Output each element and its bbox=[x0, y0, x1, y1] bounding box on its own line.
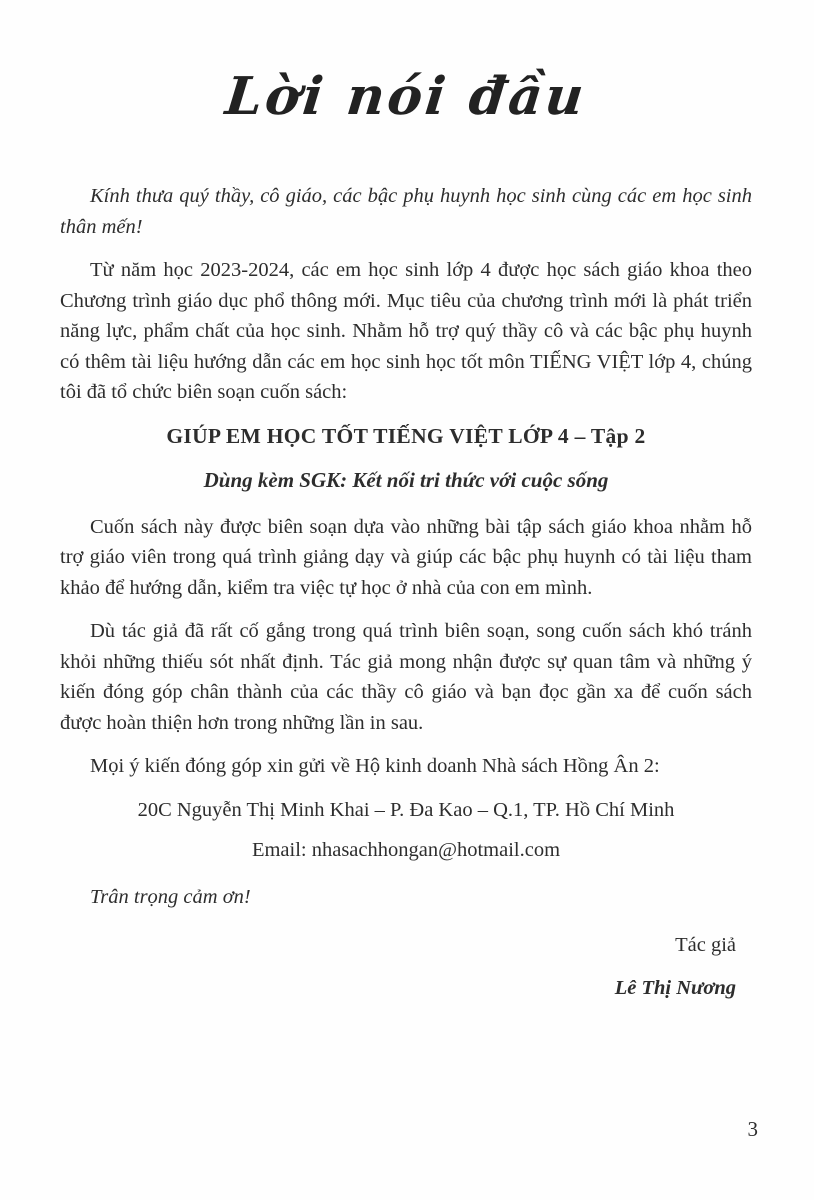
address-line: 20C Nguyễn Thị Minh Khai – P. Đa Kao – Q.1, TP. Hồ Chí Minh bbox=[137, 798, 675, 821]
book-subtitle: Dùng kèm SGK: Kết nối tri thức với cuộc sống bbox=[203, 468, 609, 492]
contact-paragraph: Mọi ý kiến đóng góp xin gửi về Hộ kinh doanh Nhà sách Hồng Ân 2: bbox=[90, 755, 660, 777]
intro-paragraph: Từ năm học 2023-2024, các em học sinh lớp 4 được học sách giáo khoa theo Chương trình giáo dục phổ thông mới. Mục tiêu của chương trình mới là phát triển năng lực, phẩm chất của học sinh. Nhằm hỗ trợ quý thầy cô và các bậc phụ huynh có thêm tài liệu hướng dẫn các em học sinh học tốt môn TIẾNG VIỆT lớp 4, chúng tôi đã tổ chức biên soạn cuốn sách: bbox=[60, 259, 752, 403]
apology-paragraph: Dù tác giả đã rất cố gắng trong quá trình biên soạn, song cuốn sách khó tránh khỏi những thiếu sót nhất định. Tác giả mong nhận được sự quan tâm và những ý kiến đóng góp chân thành của các thầy cô giáo và bạn đọc gần xa để cuốn sách được hoàn thiện hơn trong những lần in sau. bbox=[60, 620, 752, 734]
book-title: GIÚP EM HỌC TỐT TIẾNG VIỆT LỚP 4 – Tập 2 bbox=[166, 423, 646, 448]
page-number: 3 bbox=[747, 1117, 758, 1141]
author-label: Tác giả bbox=[675, 934, 736, 956]
page-title: Lời nói đầu bbox=[222, 66, 590, 127]
email-line: Email: nhasachhongan@hotmail.com bbox=[251, 839, 561, 861]
author-name: Lê Thị Nương bbox=[614, 976, 736, 999]
thanks-line: Trân trọng cảm ơn! bbox=[90, 885, 251, 908]
purpose-paragraph: Cuốn sách này được biên soạn dựa vào những bài tập sách giáo khoa nhằm hỗ trợ giáo viên trong quá trình giảng dạy và giúp các bậc phụ huynh có tài liệu tham khảo để hướng dẫn, kiểm tra việc tự học ở nhà của con em mình. bbox=[60, 515, 752, 599]
greeting-paragraph: Kính thưa quý thầy, cô giáo, các bậc phụ huynh học sinh cùng các em học sinh thân mến! bbox=[60, 185, 752, 238]
